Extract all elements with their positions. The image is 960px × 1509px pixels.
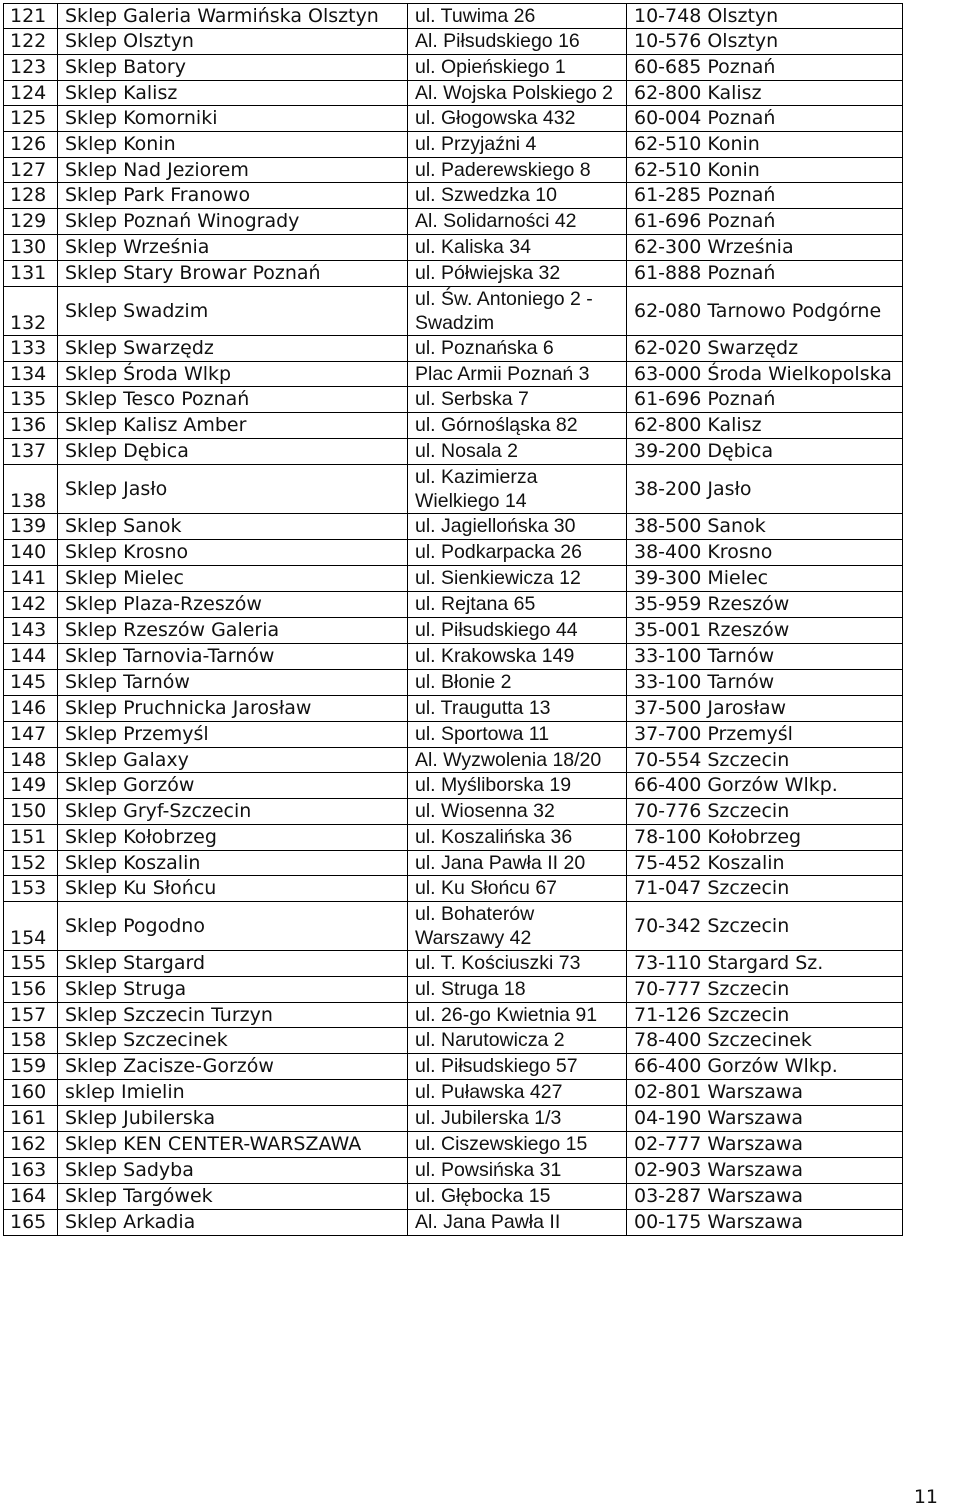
store-city-cell: 60-685 Poznań [627,55,903,81]
store-name-cell: Sklep Struga [58,977,408,1003]
page-number: 11 [913,1486,938,1508]
store-name-cell: Sklep Krosno [58,540,408,566]
store-street-cell: ul. Górnośląska 82 [408,413,627,439]
store-name-cell: sklep Imielin [58,1080,408,1106]
store-city-cell: 70-777 Szczecin [627,977,903,1003]
store-name-cell: Sklep Swarzędz [58,336,408,362]
table-row [4,902,903,951]
store-name-cell: Sklep Nad Jeziorem [58,158,408,183]
store-city-cell: 04-190 Warszawa [627,1106,903,1132]
store-name-cell: Sklep Szczecin Turzyn [58,1003,408,1028]
table-row [4,748,903,773]
store-street-cell: ul. Puławska 427 [408,1080,627,1106]
store-number-cell: 122 [4,29,58,55]
table-row [4,413,903,439]
table-row [4,81,903,106]
store-city-cell: 62-800 Kalisz [627,413,903,439]
store-street-cell: ul. Błonie 2 [408,670,627,696]
store-name-cell: Sklep Plaza-Rzeszów [58,592,408,618]
store-name-cell: Sklep Jubilerska [58,1106,408,1132]
store-name-cell: Sklep Pogodno [58,902,408,951]
store-number-cell: 141 [4,566,58,592]
store-name-cell: Sklep Tesco Poznań [58,387,408,413]
table-row [4,362,903,387]
table-row [4,540,903,566]
store-name-cell: Sklep Jasło [58,465,408,514]
store-number-cell: 126 [4,132,58,158]
table-row [4,566,903,592]
store-street-cell: ul. Krakowska 149 [408,644,627,670]
store-name-cell: Sklep Poznań Winogrady [58,209,408,235]
store-name-cell: Sklep Mielec [58,566,408,592]
table-row [4,977,903,1003]
store-number-cell: 134 [4,362,58,387]
store-city-cell: 37-500 Jarosław [627,696,903,722]
store-city-cell: 62-510 Konin [627,132,903,158]
store-number-cell: 158 [4,1028,58,1054]
table-row [4,132,903,158]
store-city-cell: 33-100 Tarnów [627,644,903,670]
store-city-cell: 61-696 Poznań [627,209,903,235]
table-row [4,1080,903,1106]
store-city-cell: 38-500 Sanok [627,514,903,540]
store-street-cell: ul. Ciszewskiego 15 [408,1132,627,1158]
store-number-cell: 139 [4,514,58,540]
store-street-cell: ul. Szwedzka 10 [408,183,627,209]
store-number-cell: 164 [4,1184,58,1210]
store-name-cell: Sklep Zacisze-Gorzów [58,1054,408,1080]
store-street-cell: ul. Jana Pawła II 20 [408,851,627,876]
table-row [4,1184,903,1210]
store-name-cell: Sklep Ku Słońcu [58,876,408,902]
store-number-cell: 156 [4,977,58,1003]
store-number-cell: 129 [4,209,58,235]
store-street-cell: ul. Narutowicza 2 [408,1028,627,1054]
table-row [4,799,903,825]
store-street-cell: ul. Sportowa 11 [408,722,627,748]
store-name-cell: Sklep Sanok [58,514,408,540]
store-city-cell: 66-400 Gorzów Wlkp. [627,773,903,799]
store-number-cell: 146 [4,696,58,722]
store-street-cell: ul. Koszalińska 36 [408,825,627,851]
store-street-cell: ul. Myśliborska 19 [408,773,627,799]
store-city-cell: 62-800 Kalisz [627,81,903,106]
store-street-cell: ul. Głębocka 15 [408,1184,627,1210]
store-number-cell: 152 [4,851,58,876]
store-name-cell: Sklep Targówek [58,1184,408,1210]
store-street-cell: ul. Piłsudskiego 57 [408,1054,627,1080]
store-number-cell: 140 [4,540,58,566]
store-number-cell: 133 [4,336,58,362]
store-street-cell: Plac Armii Poznań 3 [408,362,627,387]
table-row [4,876,903,902]
table-row [4,644,903,670]
store-street-cell: ul. Nosala 2 [408,439,627,465]
store-city-cell: 35-001 Rzeszów [627,618,903,644]
store-city-cell: 61-696 Poznań [627,387,903,413]
store-number-cell: 151 [4,825,58,851]
store-city-cell: 02-777 Warszawa [627,1132,903,1158]
table-row [4,951,903,977]
store-street-cell: ul. 26-go Kwietnia 91 [408,1003,627,1028]
store-name-cell: Sklep Komorniki [58,106,408,132]
store-number-cell: 130 [4,235,58,261]
store-city-cell: 02-903 Warszawa [627,1158,903,1184]
store-city-cell: 78-400 Szczecinek [627,1028,903,1054]
table-row [4,183,903,209]
store-name-cell: Sklep Koszalin [58,851,408,876]
store-number-cell: 125 [4,106,58,132]
store-city-cell: 73-110 Stargard Sz. [627,951,903,977]
store-street-cell: ul. Traugutta 13 [408,696,627,722]
store-number-cell: 154 [4,902,58,951]
store-name-cell: Sklep Park Franowo [58,183,408,209]
table-row [4,439,903,465]
store-city-cell: 38-200 Jasło [627,465,903,514]
store-name-cell: Sklep Konin [58,132,408,158]
table-row [4,1028,903,1054]
table-row [4,4,903,29]
store-name-cell: Sklep Gorzów [58,773,408,799]
store-street-cell: ul. Powsińska 31 [408,1158,627,1184]
store-street-cell: ul. Głogowska 432 [408,106,627,132]
store-number-cell: 160 [4,1080,58,1106]
store-number-cell: 153 [4,876,58,902]
store-number-cell: 128 [4,183,58,209]
store-street-cell: Al. Piłsudskiego 16 [408,29,627,55]
store-street-cell: ul. Kazimierza Wielkiego 14 [408,465,627,514]
store-city-cell: 00-175 Warszawa [627,1210,903,1236]
store-number-cell: 147 [4,722,58,748]
store-city-cell: 75-452 Koszalin [627,851,903,876]
store-city-cell: 78-100 Kołobrzeg [627,825,903,851]
store-city-cell: 70-776 Szczecin [627,799,903,825]
store-number-cell: 136 [4,413,58,439]
store-city-cell: 62-020 Swarzędz [627,336,903,362]
store-street-cell: ul. Rejtana 65 [408,592,627,618]
store-number-cell: 138 [4,465,58,514]
store-name-cell: Sklep Batory [58,55,408,81]
store-number-cell: 161 [4,1106,58,1132]
store-number-cell: 150 [4,799,58,825]
store-street-cell: ul. Serbska 7 [408,387,627,413]
table-row [4,1158,903,1184]
store-name-cell: Sklep Gryf-Szczecin [58,799,408,825]
store-city-cell: 62-510 Konin [627,158,903,183]
store-number-cell: 162 [4,1132,58,1158]
store-street-cell: ul. Podkarpacka 26 [408,540,627,566]
store-street-cell: ul. Piłsudskiego 44 [408,618,627,644]
store-name-cell: Sklep Kalisz [58,81,408,106]
table-row [4,235,903,261]
store-name-cell: Sklep Galeria Warmińska Olsztyn [58,4,408,29]
store-number-cell: 142 [4,592,58,618]
store-number-cell: 121 [4,4,58,29]
store-number-cell: 145 [4,670,58,696]
store-street-cell: ul. Kaliska 34 [408,235,627,261]
store-city-cell: 39-300 Mielec [627,566,903,592]
store-number-cell: 144 [4,644,58,670]
store-street-cell: ul. Poznańska 6 [408,336,627,362]
store-number-cell: 137 [4,439,58,465]
store-city-cell: 03-287 Warszawa [627,1184,903,1210]
store-number-cell: 148 [4,748,58,773]
store-city-cell: 61-285 Poznań [627,183,903,209]
table-row [4,825,903,851]
store-street-cell: ul. Tuwima 26 [408,4,627,29]
store-name-cell: Sklep Dębica [58,439,408,465]
store-street-cell: Al. Wojska Polskiego 2 [408,81,627,106]
store-city-cell: 39-200 Dębica [627,439,903,465]
store-city-cell: 70-554 Szczecin [627,748,903,773]
table-row [4,465,903,514]
store-name-cell: Sklep Olsztyn [58,29,408,55]
table-row [4,851,903,876]
table-row [4,722,903,748]
store-city-cell: 66-400 Gorzów Wlkp. [627,1054,903,1080]
store-name-cell: Sklep KEN CENTER-WARSZAWA [58,1132,408,1158]
table-row [4,618,903,644]
store-number-cell: 163 [4,1158,58,1184]
store-street-cell: ul. Wiosenna 32 [408,799,627,825]
store-street-cell: ul. Struga 18 [408,977,627,1003]
store-name-cell: Sklep Galaxy [58,748,408,773]
store-street-cell: ul. Półwiejska 32 [408,261,627,287]
store-number-cell: 149 [4,773,58,799]
store-name-cell: Sklep Arkadia [58,1210,408,1236]
table-row [4,1210,903,1236]
store-city-cell: 71-047 Szczecin [627,876,903,902]
store-street-cell: ul. Sienkiewicza 12 [408,566,627,592]
store-list-table [3,3,903,1236]
table-row [4,1003,903,1028]
store-number-cell: 157 [4,1003,58,1028]
store-city-cell: 70-342 Szczecin [627,902,903,951]
table-row [4,1106,903,1132]
store-city-cell: 02-801 Warszawa [627,1080,903,1106]
store-street-cell: Al. Jana Pawła II [408,1210,627,1236]
store-number-cell: 159 [4,1054,58,1080]
store-city-cell: 62-080 Tarnowo Podgórne [627,287,903,336]
store-number-cell: 123 [4,55,58,81]
table-row [4,209,903,235]
table-row [4,514,903,540]
store-city-cell: 10-576 Olsztyn [627,29,903,55]
store-name-cell: Sklep Kołobrzeg [58,825,408,851]
store-city-cell: 60-004 Poznań [627,106,903,132]
table-row [4,592,903,618]
store-street-cell: ul. Przyjaźni 4 [408,132,627,158]
store-city-cell: 37-700 Przemyśl [627,722,903,748]
store-street-cell: Al. Solidarności 42 [408,209,627,235]
store-number-cell: 132 [4,287,58,336]
table-row [4,287,903,336]
store-name-cell: Sklep Stary Browar Poznań [58,261,408,287]
store-number-cell: 155 [4,951,58,977]
store-name-cell: Sklep Swadzim [58,287,408,336]
table-row [4,336,903,362]
store-city-cell: 62-300 Września [627,235,903,261]
store-street-cell: ul. T. Kościuszki 73 [408,951,627,977]
table-row [4,773,903,799]
store-city-cell: 38-400 Krosno [627,540,903,566]
store-street-cell: ul. Św. Antoniego 2 -Swadzim [408,287,627,336]
store-street-cell: ul. Ku Słońcu 67 [408,876,627,902]
store-name-cell: Sklep Tarnovia-Tarnów [58,644,408,670]
table-row [4,261,903,287]
store-street-cell: Al. Wyzwolenia 18/20 [408,748,627,773]
store-rows [4,4,903,1236]
store-city-cell: 61-888 Poznań [627,261,903,287]
store-city-cell: 63-000 Środa Wielkopolska [627,362,903,387]
store-name-cell: Sklep Tarnów [58,670,408,696]
store-number-cell: 135 [4,387,58,413]
store-city-cell: 33-100 Tarnów [627,670,903,696]
store-name-cell: Sklep Środa Wlkp [58,362,408,387]
store-number-cell: 124 [4,81,58,106]
store-number-cell: 165 [4,1210,58,1236]
store-street-cell: ul. Opieńskiego 1 [408,55,627,81]
table-row [4,29,903,55]
table-row [4,696,903,722]
store-name-cell: Sklep Szczecinek [58,1028,408,1054]
store-name-cell: Sklep Przemyśl [58,722,408,748]
table-row [4,158,903,183]
store-city-cell: 35-959 Rzeszów [627,592,903,618]
store-number-cell: 143 [4,618,58,644]
store-name-cell: Sklep Września [58,235,408,261]
store-name-cell: Sklep Pruchnicka Jarosław [58,696,408,722]
table-row [4,670,903,696]
store-name-cell: Sklep Stargard [58,951,408,977]
store-number-cell: 127 [4,158,58,183]
store-street-cell: ul. Bohaterów Warszawy 42 [408,902,627,951]
store-street-cell: ul. Paderewskiego 8 [408,158,627,183]
store-number-cell: 131 [4,261,58,287]
table-row [4,55,903,81]
table-row [4,1132,903,1158]
store-name-cell: Sklep Sadyba [58,1158,408,1184]
store-street-cell: ul. Jagiellońska 30 [408,514,627,540]
store-name-cell: Sklep Rzeszów Galeria [58,618,408,644]
table-row [4,387,903,413]
store-city-cell: 10-748 Olsztyn [627,4,903,29]
store-city-cell: 71-126 Szczecin [627,1003,903,1028]
table-row [4,106,903,132]
store-name-cell: Sklep Kalisz Amber [58,413,408,439]
table-row [4,1054,903,1080]
store-street-cell: ul. Jubilerska 1/3 [408,1106,627,1132]
